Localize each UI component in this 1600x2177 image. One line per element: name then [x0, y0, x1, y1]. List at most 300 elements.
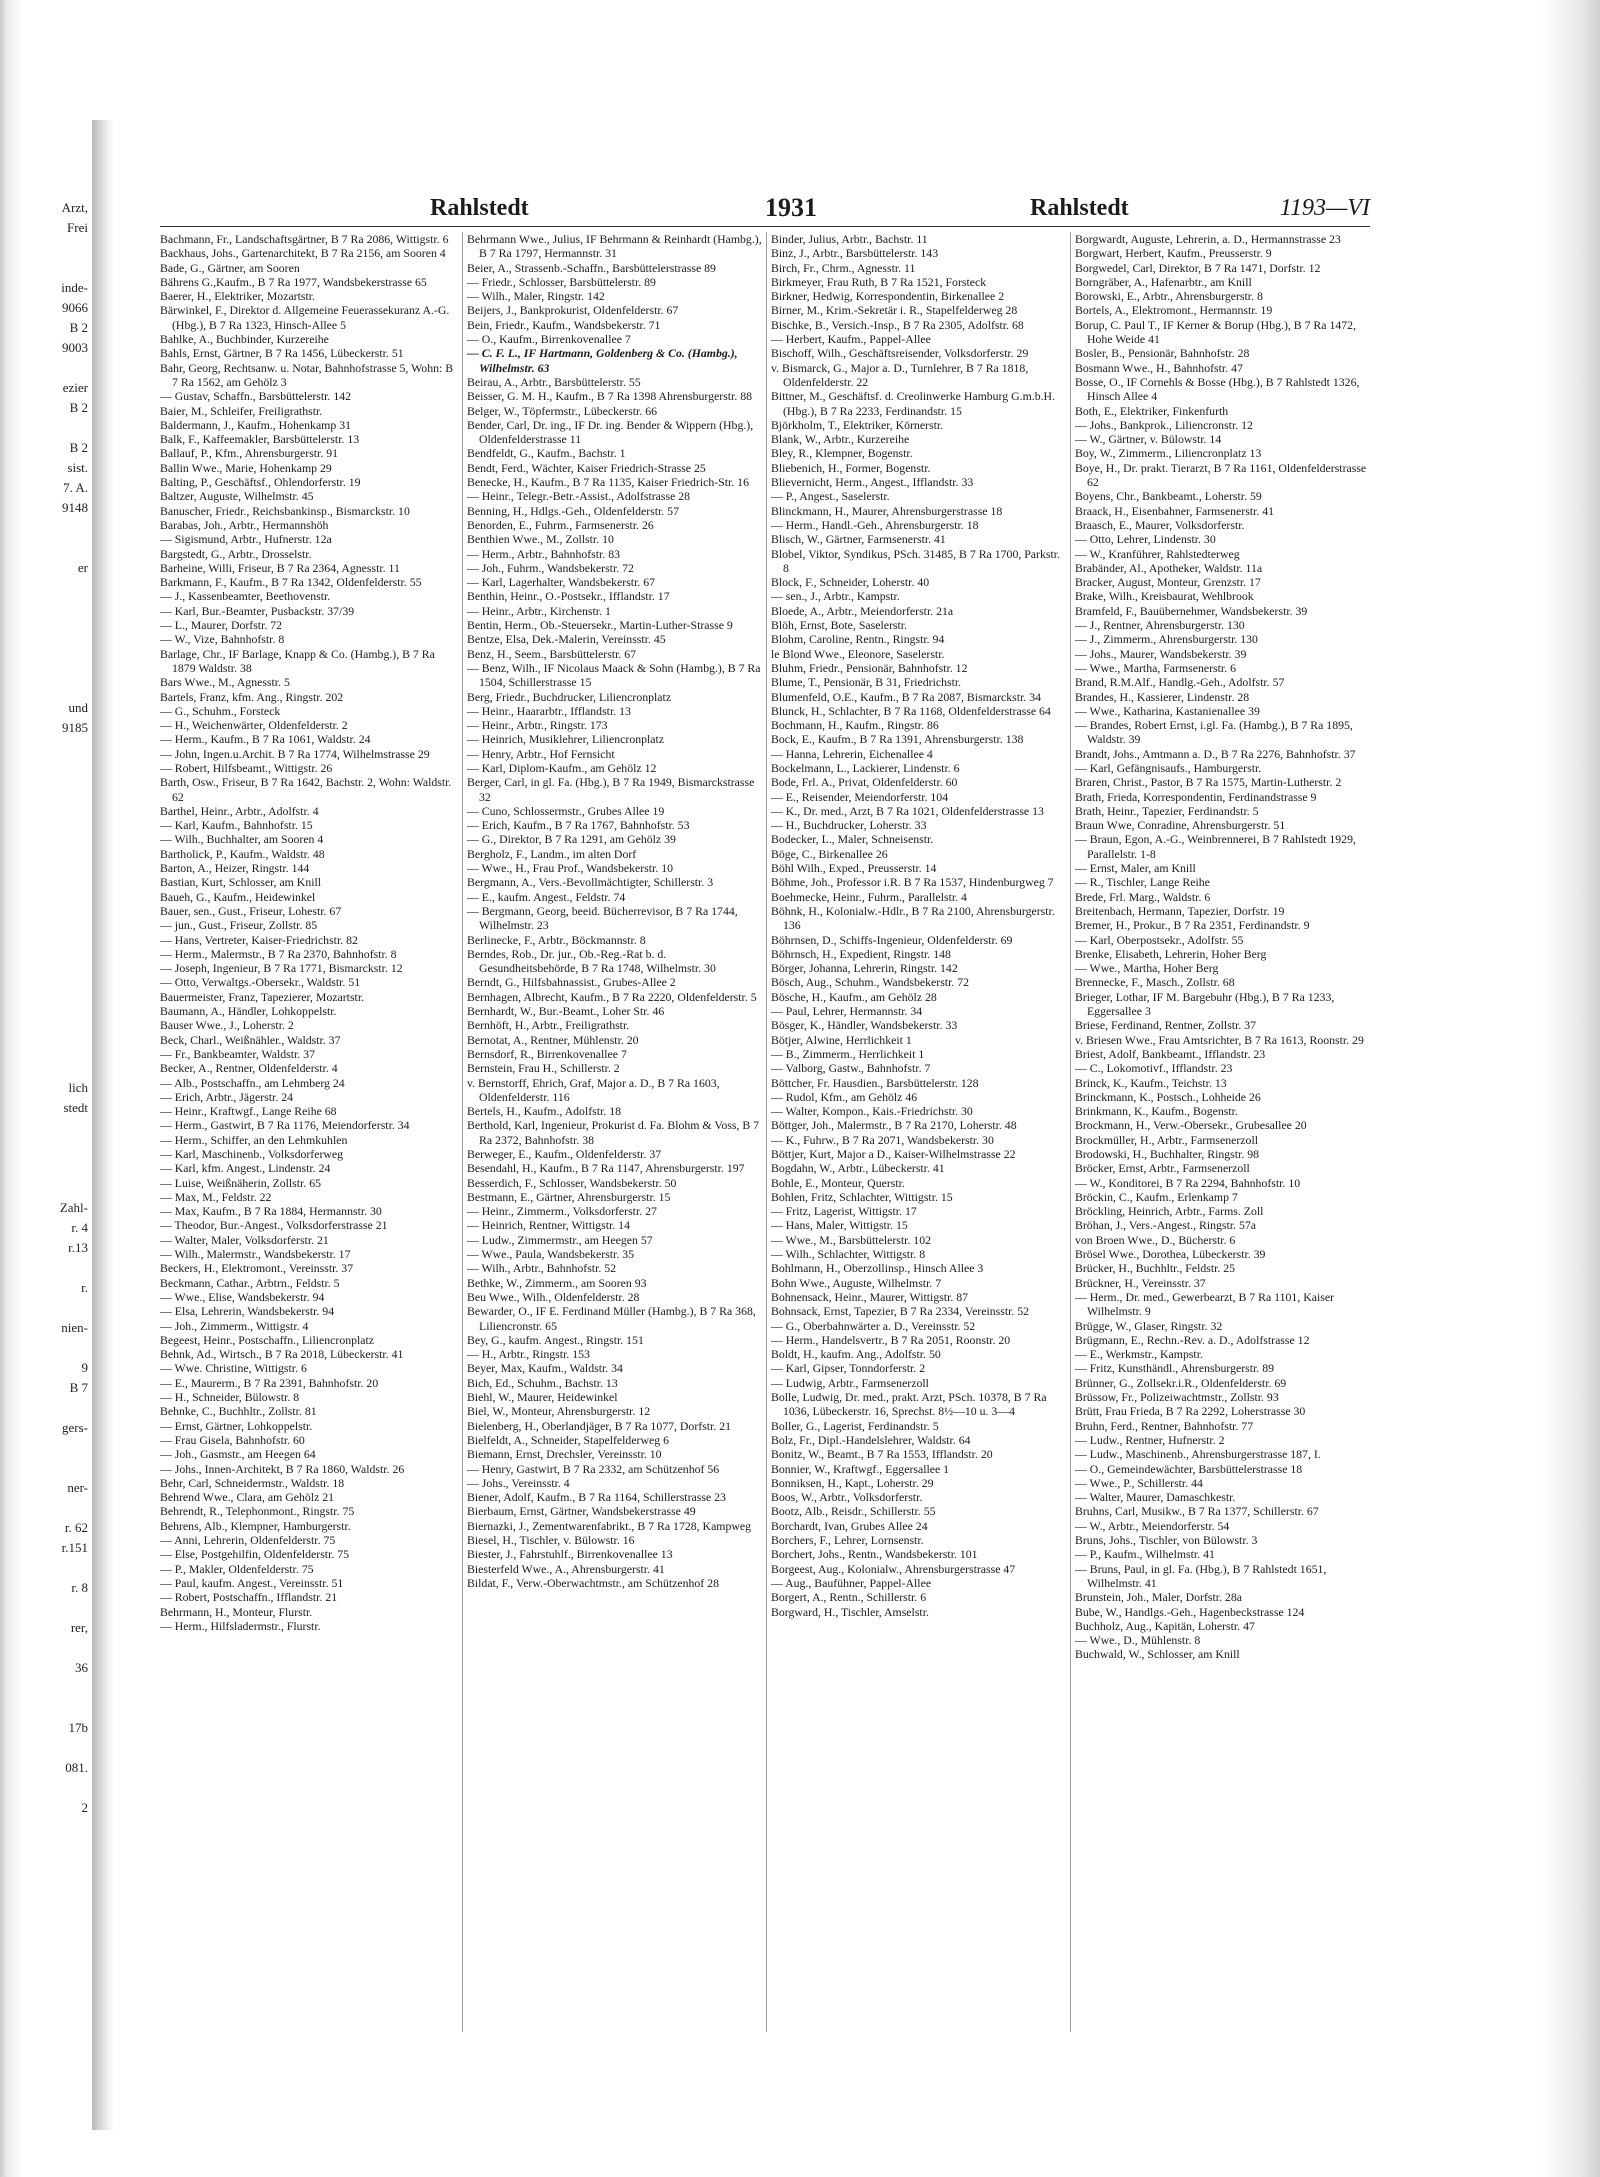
facing-page-fragment: r. 4: [71, 1220, 88, 1235]
directory-entry: Borchert, Johs., Rentn., Wandsbekerstr. 101: [771, 1547, 978, 1562]
directory-entry: Bonnier, W., Kraftwgf., Eggersallee 1: [771, 1461, 950, 1476]
directory-entry: Besserdich, F., Schlosser, Wandsbekerstr. 50: [467, 1175, 677, 1190]
directory-entry: — Aug., Baufühner, Pappel-Allee: [771, 1575, 932, 1590]
directory-entry: Bortels, A., Elektromont., Hermannstr. 19: [1075, 303, 1273, 318]
directory-entry: — Brandes, Robert Ernst, i.gl. Fa. (Hambg.), B 7 Ra 1895, Waldstr. 39: [1075, 718, 1353, 747]
directory-entry: Ballauf, P., Kfm., Ahrensburgerstr. 91: [160, 446, 339, 461]
directory-entry: — P., Makler, Oldenfelderstr. 75: [160, 1561, 314, 1576]
facing-page-fragment: lich: [68, 1080, 88, 1095]
facing-page-fragment: sist.: [67, 460, 88, 475]
facing-page-fragment: 36: [75, 1660, 88, 1675]
directory-entry: Balting, P., Geschäftsf., Ohlendorferstr. 19: [160, 475, 361, 490]
directory-entry: — Wilh., Malermstr., Wandsbekerstr. 17: [160, 1247, 351, 1262]
directory-entry: Bloede, A., Arbtr., Meiendorferstr. 21a: [771, 603, 954, 618]
directory-entry: Backhaus, Johs., Gartenarchitekt, B 7 Ra 2156, am Sooren 4: [160, 246, 446, 261]
directory-entry: Biesterfeld Wwe., A., Ahrensburgerstr. 41: [467, 1561, 665, 1576]
facing-page-fragment: 081.: [65, 1760, 88, 1775]
directory-entry: Blisch, W., Gärtner, Farmsenerstr. 41: [771, 532, 946, 547]
directory-entry: — Anni, Lehrerin, Oldenfelderstr. 75: [160, 1533, 336, 1548]
directory-entry: Baltzer, Auguste, Wilhelmstr. 45: [160, 489, 314, 504]
directory-entry: Bachmann, Fr., Landschaftsgärtner, B 7 Ra 2086, Wittigstr. 6: [160, 232, 449, 246]
directory-entry: Braren, Christ., Pastor, B 7 Ra 1575, Martin-Lutherstr. 2: [1075, 775, 1342, 790]
directory-entry: Bohlmann, H., Oberzollinsp., Hinsch Allee 3: [771, 1261, 984, 1276]
directory-entry: Brandt, Johs., Amtmann a. D., B 7 Ra 2276, Bahnhofstr. 37: [1075, 746, 1356, 761]
directory-entry: Böhrnsch, H., Expedient, Ringstr. 148: [771, 946, 951, 961]
directory-entry: Barton, A., Heizer, Ringstr. 144: [160, 861, 310, 876]
directory-entry: — sen., J., Arbtr., Kampstr.: [771, 589, 900, 604]
directory-entry: Blohm, Caroline, Rentn., Ringstr. 94: [771, 632, 945, 647]
directory-entry: Balk, F., Kaffeemakler, Barsbüttelerstr. 13: [160, 432, 360, 447]
directory-entry: Bruns, Johs., Tischler, von Bülowstr. 3: [1075, 1533, 1258, 1548]
directory-entry: Bock, E., Kaufm., B 7 Ra 1391, Ahrensburgerstr. 138: [771, 732, 1024, 747]
directory-entry: Brüssow, Fr., Polizeiwachtmstr., Zollstr. 93: [1075, 1390, 1279, 1405]
directory-entry: von Broen Wwe., D., Bücherstr. 6: [1075, 1232, 1236, 1247]
directory-page: [160, 168, 1370, 2038]
directory-entry: — E., Werkmstr., Kampstr.: [1075, 1347, 1203, 1362]
directory-entry: Berweger, E., Kaufm., Oldenfelderstr. 37: [467, 1147, 662, 1161]
directory-entry: — Ernst, Gärtner, Lohkoppelstr.: [160, 1418, 313, 1433]
directory-entry: — Wwe., Martha, Farmsenerstr. 6: [1075, 660, 1236, 675]
directory-entry: Bosler, B., Pensionär, Bahnhofstr. 28: [1075, 346, 1250, 361]
directory-entry: — John, Ingen.u.Archit. B 7 Ra 1774, Wilhelmstrasse 29: [160, 746, 430, 761]
directory-entry: — Friedr., Schlosser, Barsbüttelerstr. 89: [467, 274, 656, 289]
directory-entry: Boyens, Chr., Bankbeamt., Loherstr. 59: [1075, 489, 1262, 504]
directory-entry: Binder, Julius, Arbtr., Bachstr. 11: [771, 232, 928, 246]
directory-entry: — Herm., Malermstr., B 7 Ra 2370, Bahnhofstr. 8: [160, 946, 397, 961]
directory-entry: Bendt, Ferd., Wächter, Kaiser Friedrich-Strasse 25: [467, 460, 706, 475]
facing-page-fragment: 9003: [62, 340, 88, 355]
directory-entry: — Herm., Dr. med., Gewerbearzt, B 7 Ra 1101, Kaiser Wilhelmstr. 9: [1075, 1289, 1335, 1319]
directory-entry: — jun., Gust., Friseur, Zollstr. 85: [160, 918, 318, 933]
facing-page-fragment: 9185: [62, 720, 88, 735]
facing-page-fragment: 17b: [68, 1720, 88, 1735]
page-header: [160, 186, 1370, 227]
directory-entry: — R., Tischler, Lange Reihe: [1075, 875, 1210, 890]
facing-page-fragment: inde-: [61, 280, 88, 295]
directory-entry: Biehl, W., Maurer, Heidewinkel: [467, 1390, 618, 1405]
directory-entry: Brinckmann, K., Postsch., Lohheide 26: [1075, 1089, 1261, 1104]
directory-entry: Berthold, Karl, Ingenieur, Prokurist d. Fa. Blohm & Voss, B 7 Ra 2372, Bahnhofstr. 38: [467, 1118, 760, 1147]
directory-entry: Böhl Wilh., Exped., Preusserstr. 14: [771, 861, 937, 876]
directory-entry: Bauer, sen., Gust., Friseur, Lohestr. 67: [160, 903, 342, 918]
directory-entry: Bernsdorf, R., Birrenkovenallee 7: [467, 1046, 627, 1061]
column-3: [766, 232, 1067, 2032]
directory-entry: Benz, H., Seem., Barsbüttelerstr. 67: [467, 646, 637, 661]
directory-entry: — W., Kranführer, Rahlstedterweg: [1075, 546, 1240, 561]
directory-entry: Besendahl, H., Kaufm., B 7 Ra 1147, Ahrensburgerstr. 197: [467, 1161, 745, 1176]
directory-entry: — W., Arbtr., Meiendorferstr. 54: [1075, 1518, 1230, 1533]
directory-entry: Benthin, Heinr., O.-Postsekr., Ifflandstr. 17: [467, 589, 670, 604]
directory-entry: — Wilh., Schlachter, Wittigstr. 8: [771, 1247, 926, 1262]
directory-entry: Block, F., Schneider, Loherstr. 40: [771, 575, 930, 590]
directory-entry: Bootz, Alb., Reisdr., Schillerstr. 55: [771, 1504, 936, 1519]
directory-entry: — Wwe., Paula, Wandsbekerstr. 35: [467, 1247, 635, 1262]
directory-entry: — Ernst, Maler, am Knill: [1075, 861, 1196, 876]
directory-entry: — Fritz, Lagerist, Wittigstr. 17: [771, 1204, 917, 1219]
directory-entry: Braun Wwe, Conradine, Ahrensburgerstr. 51: [1075, 818, 1286, 833]
facing-page-fragment: r. 8: [71, 1580, 88, 1595]
directory-entry: Beckmann, Cathar., Arbtrn., Feldstr. 5: [160, 1275, 340, 1290]
directory-entry: Borngräber, A., Hafenarbtr., am Knill: [1075, 274, 1252, 289]
directory-entry: Bernhardt, W., Bur.-Beamt., Loher Str. 46: [467, 1004, 665, 1019]
directory-entry: — O., Gemeindewächter, Barsbüttelerstrasse 18: [1075, 1461, 1303, 1476]
directory-entry: — Karl, Gipser, Tonndorferstr. 2: [771, 1361, 926, 1376]
directory-entry: — Joseph, Ingenieur, B 7 Ra 1771, Bismarckstr. 12: [160, 961, 403, 976]
directory-entry: Bramfeld, F., Bauübernehmer, Wandsbekerstr. 39: [1075, 603, 1308, 618]
directory-entry: Behrendt, R., Telephonmont., Ringstr. 75: [160, 1504, 355, 1519]
directory-entry: Benthien Wwe., M., Zollstr. 10: [467, 532, 614, 547]
directory-entry: — Rudol, Kfm., am Gehölz 46: [771, 1089, 918, 1104]
directory-entry: Bielenberg, H., Oberlandjäger, B 7 Ra 1077, Dorfstr. 21: [467, 1418, 732, 1433]
directory-entry: Beijers, J., Bankprokurist, Oldenfelderstr. 67: [467, 303, 679, 318]
directory-entry: — Wwe. Christine, Wittigstr. 6: [160, 1361, 307, 1376]
directory-entry: — B., Zimmerm., Herrlichkeit 1: [771, 1046, 925, 1061]
directory-entry: — Max, M., Feldstr. 22: [160, 1189, 272, 1204]
directory-entry: Bruhn, Ferd., Rentner, Bahnhofstr. 77: [1075, 1418, 1254, 1433]
directory-entry: — O., Kaufm., Birrenkovenallee 7: [467, 332, 631, 347]
directory-entry: Birkner, Hedwig, Korrespondentin, Birkenallee 2: [771, 289, 1005, 304]
facing-page-fragment: B 2: [69, 320, 88, 335]
directory-entry: Bertels, H., Kaufm., Adolfstr. 18: [467, 1104, 621, 1119]
directory-entry: Brücker, H., Buchhltr., Feldstr. 25: [1075, 1261, 1236, 1276]
directory-entry: — H., Arbtr., Ringstr. 153: [467, 1347, 590, 1362]
directory-entry: Beisser, G. M. H., Kaufm., B 7 Ra 1398 Ahrensburgerstr. 88: [467, 389, 753, 404]
directory-entry: Blunck, H., Schlachter, B 7 Ra 1168, Oldenfelderstrasse 64: [771, 703, 1051, 718]
directory-entry: Bey, G., kaufm. Angest., Ringstr. 151: [467, 1332, 644, 1347]
directory-entry: — Cuno, Schlossermstr., Grubes Allee 19: [467, 803, 665, 818]
directory-entry: — Wilh., Buchhalter, am Sooren 4: [160, 832, 324, 847]
directory-entry: Borchardt, Ivan, Grubes Allee 24: [771, 1518, 928, 1533]
directory-entry: — Karl, Oberpostsekr., Adolfstr. 55: [1075, 932, 1244, 947]
directory-entry: — Wwe., Elise, Wandsbekerstr. 94: [160, 1289, 325, 1304]
directory-entry: — Otto, Verwaltgs.-Obersekr., Waldstr. 51: [160, 975, 361, 990]
directory-entry: Baerer, H., Elektriker, Mozartstr.: [160, 289, 315, 304]
directory-entry: Brütt, Frau Frieda, B 7 Ra 2292, Loherstrasse 30: [1075, 1404, 1306, 1419]
directory-entry: Beu Wwe., Wilh., Oldenfelderstr. 28: [467, 1289, 640, 1304]
directory-entry: Birch, Fr., Chrm., Agnesstr. 11: [771, 260, 916, 275]
directory-entry: — G., Schuhm., Forsteck: [160, 703, 281, 718]
directory-entry: Bröcker, Ernst, Arbtr., Farmsenerzoll: [1075, 1161, 1250, 1176]
directory-entry: Berlinecke, F., Arbtr., Böckmannstr. 8: [467, 932, 646, 947]
directory-entry: Bauermeister, Franz, Tapezierer, Mozartstr.: [160, 989, 365, 1004]
directory-entry: — Heinrich, Musiklehrer, Liliencronplatz: [467, 732, 665, 747]
directory-entry: Bein, Friedr., Kaufm., Wandsbekerstr. 71: [467, 317, 661, 332]
directory-entry: Bröckin, C., Kaufm., Erlenkamp 7: [1075, 1189, 1238, 1204]
directory-entry: Begeest, Heinr., Postschaffn., Liliencronplatz: [160, 1332, 375, 1347]
directory-entry: — Heinr., Haararbtr., Ifflandstr. 13: [467, 703, 631, 718]
directory-entry: — Gustav, Schaffn., Barsbüttelerstr. 142: [160, 389, 352, 404]
facing-page-fragment: er: [77, 560, 88, 575]
directory-entry: Belger, W., Töpfermstr., Lübeckerstr. 66: [467, 403, 657, 418]
directory-entry: Bartels, Franz, kfm. Ang., Ringstr. 202: [160, 689, 344, 704]
directory-entry: Buchholz, Aug., Kapitän, Loherstr. 47: [1075, 1618, 1255, 1633]
facing-page-fragment: gers-: [62, 1420, 88, 1435]
directory-entry: — Theodor, Bur.-Angest., Volksdorferstrasse 21: [160, 1218, 388, 1233]
directory-entry: — Else, Postgehilfin, Oldenfelderstr. 75: [160, 1547, 350, 1562]
directory-entry: — H., Weichenwärter, Oldenfelderstr. 2: [160, 718, 348, 733]
directory-entry: — H., Schneider, Bülowstr. 8: [160, 1390, 300, 1405]
directory-entry: v. Bismarck, G., Major a. D., Turnlehrer, B 7 Ra 1818, Oldenfelderstr. 22: [771, 360, 1029, 389]
facing-page-fragment: 2: [81, 1800, 88, 1815]
running-head-right: Rahlstedt: [1030, 195, 1129, 221]
running-head-left: Rahlstedt: [430, 195, 529, 221]
year-heading: 1931: [765, 193, 817, 222]
directory-entry: Bittner, M., Geschäftsf. d. Creolinwerke Hamburg G.m.b.H. (Hbg.), B 7 Ra 2233, Ferdinandstr. 15: [771, 389, 1056, 418]
directory-entry: Bonitz, W., Beamt., B 7 Ra 1553, Ifflandstr. 20: [771, 1447, 993, 1462]
directory-entry: Behnke, C., Buchhltr., Zollstr. 81: [160, 1404, 317, 1419]
directory-entry: Brinkmann, K., Kaufm., Bogenstr.: [1075, 1104, 1238, 1119]
directory-entry: — C. F. L., IF Hartmann, Goldenberg & Co. (Hambg.), Wilhelmstr. 63: [467, 346, 738, 375]
directory-entry: Bösch, Aug., Schuhm., Wandsbekerstr. 72: [771, 975, 970, 990]
directory-entry: — K., Fuhrw., B 7 Ra 2071, Wandsbekerstr. 30: [771, 1132, 994, 1147]
directory-entry: — Erich, Kaufm., B 7 Ra 1767, Bahnhofstr. 53: [467, 818, 690, 833]
directory-entry: Braack, H., Eisenbahner, Farmsenerstr. 41: [1075, 503, 1275, 518]
directory-entry: Boehmecke, Heinr., Fuhrm., Parallelstr. 4: [771, 889, 967, 904]
directory-entry: Benorden, E., Fuhrm., Farmsenerstr. 26: [467, 517, 654, 532]
directory-entry: — L., Maurer, Dorfstr. 72: [160, 618, 283, 633]
directory-entry: Bolz, Fr., Dipl.-Handelslehrer, Waldstr. 64: [771, 1432, 971, 1447]
directory-entry: Biester, J., Fahrstuhlf., Birrenkovenallee 13: [467, 1547, 673, 1562]
directory-entry: Bastian, Kurt, Schlosser, am Knill: [160, 875, 322, 890]
directory-entry: Böttger, Joh., Malermstr., B 7 Ra 2170, Loherstr. 48: [771, 1118, 1017, 1133]
directory-entry: — Karl, Gefängnisaufs., Hamburgerstr.: [1075, 760, 1262, 775]
directory-entry: Böttcher, Fr. Hausdien., Barsbüttelerstr. 128: [771, 1075, 979, 1090]
directory-entry: Borchers, F., Lehrer, Lornsenstr.: [771, 1533, 924, 1548]
directory-entry: Bötjer, Alwine, Herrlichkeit 1: [771, 1032, 912, 1047]
directory-entry: — Joh., Zimmerm., Wittigstr. 4: [160, 1318, 309, 1333]
column-1: [160, 232, 456, 2032]
directory-entry: — K., Dr. med., Arzt, B 7 Ra 1021, Oldenfelderstrasse 13: [771, 803, 1044, 818]
directory-entry: Bohn Wwe., Auguste, Wilhelmstr. 7: [771, 1275, 942, 1290]
directory-entry: Bergholz, F., Landm., im alten Dorf: [467, 846, 637, 861]
directory-entry: — Elsa, Lehrerin, Wandsbekerstr. 94: [160, 1304, 335, 1319]
directory-entry: Böhrnsen, D., Schiffs-Ingenieur, Oldenfelderstr. 69: [771, 932, 1013, 947]
directory-entry: Bohle, E., Monteur, Querstr.: [771, 1175, 905, 1190]
directory-entry: Braasch, E., Maurer, Volksdorferstr.: [1075, 517, 1245, 532]
directory-entry: Bethke, W., Zimmerm., am Sooren 93: [467, 1275, 647, 1290]
directory-entry: Barlage, Chr., IF Barlage, Knapp & Co. (Hambg.), B 7 Ra 1879 Waldstr. 38: [160, 646, 435, 675]
directory-entry: Berndt, G., Hilfsbahnassist., Grubes-Allee 2: [467, 975, 676, 990]
facing-page-fragment: 9148: [62, 500, 88, 515]
directory-entry: Blievernicht, Herm., Angest., Ifflandstr. 33: [771, 475, 974, 490]
directory-entry: Bosse, O., IF Cornehls & Bosse (Hbg.), B 7 Rahlstedt 1326, Hinsch Allee 4: [1075, 374, 1360, 404]
directory-entry: Beck, Charl., Weißnähler., Waldstr. 37: [160, 1032, 341, 1047]
directory-entry: — H., Buchdrucker, Loherstr. 33: [771, 818, 927, 833]
directory-entry: — Fr., Bankbeamter, Waldstr. 37: [160, 1046, 315, 1061]
directory-entry: Bernhagen, Albrecht, Kaufm., B 7 Ra 2220, Oldenfelderstr. 5: [467, 989, 757, 1004]
directory-entry: — Wwe., Martha, Hoher Berg: [1075, 961, 1219, 976]
directory-entry: Böttjer, Kurt, Major a D., Kaiser-Wilhelmstrasse 22: [771, 1147, 1016, 1161]
directory-entry: Borgert, A., Rentn., Schillerstr. 6: [771, 1590, 927, 1605]
directory-entry: — Valborg, Gastw., Bahnhofstr. 7: [771, 1061, 931, 1076]
facing-page-fragment: Frei: [67, 220, 88, 235]
directory-entry: Barabas, Joh., Arbtr., Hermannshöh: [160, 517, 329, 532]
directory-entry: Brösel Wwe., Dorothea, Lübeckerstr. 39: [1075, 1247, 1266, 1262]
directory-entry: Blobel, Viktor, Syndikus, PSch. 31485, B 7 Ra 1700, Parkstr. 8: [771, 546, 1060, 575]
directory-entry: — Ludw., Zimmermstr., am Heegen 57: [467, 1232, 653, 1247]
directory-entry: — Wwe., P., Schillerstr. 44: [1075, 1475, 1203, 1490]
directory-entry: — Robert, Postschaffn., Ifflandstr. 21: [160, 1590, 338, 1605]
directory-entry: — Johs., Maurer, Wandsbekerstr. 39: [1075, 646, 1247, 661]
directory-entry: Bracker, August, Monteur, Grenzstr. 17: [1075, 575, 1261, 590]
directory-entry: Baier, M., Schleifer, Freiligrathstr.: [160, 403, 323, 418]
directory-entry: — Wwe., Katharina, Kastanienallee 39: [1075, 703, 1260, 718]
directory-entry: — Walter, Maler, Volksdorferstr. 21: [160, 1232, 329, 1247]
directory-entry: — Ludw., Maschinenb., Ahrensburgerstrasse 187, I.: [1075, 1447, 1321, 1462]
directory-entry: Boller, G., Lagerist, Ferdinandstr. 5: [771, 1418, 939, 1433]
directory-entry: Bender, Carl, Dr. ing., IF Dr. ing. Bender & Wippern (Hbg.), Oldenfelderstrasse 11: [467, 417, 754, 447]
directory-entry: — Braun, Egon, A.-G., Weinbrennerei, B 7 Rahlstedt 1929, Parallelstr. 1-8: [1075, 832, 1356, 861]
directory-entry: Bahr, Georg, Rechtsanw. u. Notar, Bahnhofstrasse 5, Wohn: B 7 Ra 1562, am Gehölz 3: [160, 360, 454, 389]
directory-entry: Brunstein, Joh., Maler, Dorfstr. 28a: [1075, 1590, 1242, 1605]
directory-entry: Bernotat, A., Rentner, Mühlenstr. 20: [467, 1032, 639, 1047]
directory-entry: — Karl, kfm. Angest., Lindenstr. 24: [160, 1161, 331, 1176]
directory-entry: Bley, R., Klempner, Bogenstr.: [771, 446, 913, 461]
directory-entry: Beckers, H., Elektromont., Vereinsstr. 37: [160, 1261, 354, 1276]
directory-entry: Bernhöft, H., Arbtr., Freiligrathstr.: [467, 1018, 630, 1033]
directory-entry: — E., Maurerm., B 7 Ra 2391, Bahnhofstr. 20: [160, 1375, 379, 1390]
directory-entry: Blank, W., Arbtr., Kurzereihe: [771, 432, 910, 447]
directory-entry: — Sigismund, Arbtr., Hufnerstr. 12a: [160, 532, 332, 547]
facing-page-fragment: r.13: [68, 1240, 88, 1255]
facing-page-fragment: 7. A.: [63, 480, 88, 495]
directory-entry: — Karl, Kaufm., Bahnhofstr. 15: [160, 818, 313, 833]
directory-entry: Benning, H., Hdlgs.-Geh., Oldenfelderstr. 57: [467, 503, 679, 518]
directory-entry: — Henry, Gastwirt, B 7 Ra 2332, am Schützenhof 56: [467, 1461, 720, 1476]
facing-page-fragment: stedt: [63, 1100, 88, 1115]
facing-page-fragment: rer,: [70, 1620, 88, 1635]
page-number: 1193—VI: [1279, 195, 1370, 221]
directory-entry: — Herm., Hilfsladermstr., Flurstr.: [160, 1618, 321, 1633]
directory-entry: Bentin, Herm., Ob.-Steuersekr., Martin-Luther-Strasse 9: [467, 618, 733, 633]
directory-entry: — Paul, Lehrer, Hermannstr. 34: [771, 1004, 923, 1019]
directory-entry: — Wwe., D., Mühlenstr. 8: [1075, 1633, 1201, 1648]
directory-entry: Böge, C., Birkenallee 26: [771, 846, 888, 861]
directory-entry: Bube, W., Handlgs.-Geh., Hagenbeckstrasse 124: [1075, 1604, 1305, 1619]
directory-entry: Bode, Frl. A., Privat, Oldenfelderstr. 60: [771, 775, 958, 790]
directory-entry: Baumann, A., Händler, Lohkoppelstr.: [160, 1004, 337, 1019]
directory-entry: Binz, J., Arbtr., Barsbüttelerstr. 143: [771, 246, 939, 261]
directory-entry: — C., Lokomotivf., Ifflandstr. 23: [1075, 1061, 1233, 1076]
directory-entry: Bröhan, J., Vers.-Angest., Ringstr. 57a: [1075, 1218, 1256, 1233]
directory-entry: — Johs., Innen-Architekt, B 7 Ra 1860, Waldstr. 26: [160, 1461, 405, 1476]
directory-entry: Boye, H., Dr. prakt. Tierarzt, B 7 Ra 1161, Oldenfelderstrasse 62: [1075, 460, 1367, 490]
directory-entry: Bartholick, P., Kaufm., Waldstr. 48: [160, 846, 325, 861]
facing-page-fragment: B 7: [69, 1380, 88, 1395]
directory-entry: Borowski, E., Arbtr., Ahrensburgerstr. 8: [1075, 289, 1263, 304]
directory-entry: Bosmann Wwe., H., Bahnhofstr. 47: [1075, 360, 1243, 375]
directory-entry: — Herm., Kaufm., B 7 Ra 1061, Waldstr. 24: [160, 732, 371, 747]
directory-entry: Brodowski, H., Buchhalter, Ringstr. 98: [1075, 1147, 1260, 1161]
book-gutter-shadow: [92, 120, 114, 2130]
directory-entry: Brabänder, Al., Apotheker, Waldstr. 11a: [1075, 560, 1263, 575]
directory-entry: Behnk, Ad., Wirtsch., B 7 Ra 2018, Lübeckerstr. 41: [160, 1347, 404, 1362]
directory-entry: Brake, Wilh., Kreisbaurat, Wehlbrook: [1075, 589, 1254, 604]
directory-entry: Biesel, H., Tischler, v. Bülowstr. 16: [467, 1533, 635, 1548]
directory-entry: Bärwinkel, F., Direktor d. Allgemeine Feuerassekuranz A.-G. (Hbg.), B 7 Ra 1323, Hinsch-Allee 5: [160, 303, 450, 332]
directory-entry: — Paul, kaufm. Angest., Vereinsstr. 51: [160, 1575, 344, 1590]
directory-entry: — Max, Kaufm., B 7 Ra 1884, Hermannstr. 30: [160, 1204, 382, 1219]
directory-entry: Bierbaum, Ernst, Gärtner, Wandsbekerstrasse 49: [467, 1504, 696, 1519]
directory-entry: — Robert, Hilfsbeamt., Wittigstr. 26: [160, 760, 333, 775]
directory-entry: v. Briesen Wwe., Frau Amtsrichter, B 7 Ra 1613, Roonstr. 29: [1075, 1032, 1364, 1047]
directory-entry: — Luise, Weißnäherin, Zollstr. 65: [160, 1175, 322, 1190]
directory-entry: Birner, M., Krim.-Sekretär i. R., Stapelfelderweg 28: [771, 303, 1018, 318]
facing-page-fragment: Zahl-: [59, 1200, 88, 1215]
directory-entry: Beirau, A., Arbtr., Barsbüttelerstr. 55: [467, 374, 641, 389]
directory-entry: Brügge, W., Glaser, Ringstr. 32: [1075, 1318, 1223, 1333]
directory-entry: Borup, C. Paul T., IF Kerner & Borup (Hbg.), B 7 Ra 1472, Hohe Weide 41: [1075, 317, 1357, 347]
directory-entry: — Otto, Lehrer, Lindenstr. 30: [1075, 532, 1216, 547]
directory-columns: [160, 232, 1370, 2032]
directory-entry: Baueh, G., Kaufm., Heidewinkel: [160, 889, 316, 904]
directory-entry: Buchwald, W., Schlosser, am Knill: [1075, 1647, 1240, 1662]
facing-page-fragment: ezier: [62, 380, 88, 395]
directory-entry: Bonniksen, H., Kapt., Loherstr. 29: [771, 1475, 934, 1490]
directory-entry: — Hanna, Lehrerin, Eichenallee 4: [771, 746, 933, 761]
directory-entry: le Blond Wwe., Eleonore, Saselerstr.: [771, 646, 945, 661]
directory-entry: — Alb., Postschaffn., am Lehmberg 24: [160, 1075, 345, 1090]
directory-entry: Brinck, K., Kaufm., Teichstr. 13: [1075, 1075, 1227, 1090]
facing-page-fragment: ner-: [67, 1480, 88, 1495]
directory-entry: Bruhns, Carl, Musikw., B 7 Ra 1377, Schillerstr. 67: [1075, 1504, 1319, 1519]
directory-entry: Bohlen, Fritz, Schlachter, Wittigstr. 15: [771, 1189, 953, 1204]
directory-entry: — Heinr., Arbtr., Kirchenstr. 1: [467, 603, 611, 618]
directory-entry: Both, E., Elektriker, Finkenfurth: [1075, 403, 1229, 418]
directory-entry: — Heinr., Kraftwgf., Lange Reihe 68: [160, 1104, 337, 1119]
directory-entry: — Benz, Wilh., IF Nicolaus Maack & Sohn (Hambg.), B 7 Ra 1504, Schillerstrasse 15: [467, 660, 761, 690]
directory-entry: Bischke, B., Versich.-Insp., B 7 Ra 2305, Adolfstr. 68: [771, 317, 1024, 332]
facing-page-fragment: Arzt,: [61, 200, 88, 215]
directory-entry: — Joh., Gasmstr., am Heegen 64: [160, 1447, 316, 1462]
directory-entry: Biemann, Ernst, Drechsler, Vereinsstr. 10: [467, 1447, 662, 1462]
directory-entry: — Walter, Maurer, Damaschkestr.: [1075, 1490, 1236, 1505]
directory-entry: Bösche, H., Kaufm., am Gehölz 28: [771, 989, 937, 1004]
directory-entry: Bösger, K., Händler, Wandsbekerstr. 33: [771, 1018, 958, 1033]
directory-entry: Borgwart, Herbert, Kaufm., Preusserstr. 9: [1075, 246, 1272, 261]
directory-entry: — Heinr., Arbtr., Ringstr. 173: [467, 718, 608, 733]
directory-entry: Barkmann, F., Kaufm., B 7 Ra 1342, Oldenfelderstr. 55: [160, 575, 422, 590]
directory-entry: Bahls, Ernst, Gärtner, B 7 Ra 1456, Lübeckerstr. 51: [160, 346, 404, 361]
directory-entry: Borgward, H., Tischler, Amselstr.: [771, 1604, 929, 1619]
directory-entry: — E., kaufm. Angest., Feldstr. 74: [467, 889, 626, 904]
directory-entry: Brath, Frieda, Korrespondentin, Ferdinandstrasse 9: [1075, 789, 1317, 804]
directory-entry: Biernazki, J., Zementwarenfabrikt., B 7 Ra 1728, Kampweg: [467, 1518, 752, 1533]
directory-entry: Böhnk, H., Kolonialw.-Hdlr., B 7 Ra 2100, Ahrensburgerstr. 136: [771, 903, 1055, 933]
directory-entry: Bremer, H., Prokur., B 7 Ra 2351, Ferdinandstr. 9: [1075, 918, 1310, 933]
directory-entry: Bahlke, A., Buchbinder, Kurzereihe: [160, 332, 329, 347]
directory-entry: Bewarder, O., IF E. Ferdinand Müller (Hambg.), B 7 Ra 368, Liliencronstr. 65: [467, 1304, 756, 1333]
directory-entry: Bernstein, Frau H., Schillerstr. 2: [467, 1061, 620, 1076]
directory-entry: Bich, Ed., Schuhm., Bachstr. 13: [467, 1375, 618, 1390]
directory-entry: Ballin Wwe., Marie, Hohenkamp 29: [160, 460, 332, 475]
directory-entry: Bohnsack, Ernst, Tapezier, B 7 Ra 2334, Vereinsstr. 52: [771, 1304, 1030, 1319]
directory-entry: Bauser Wwe., J., Loherstr. 2: [160, 1018, 294, 1033]
directory-entry: Bochmann, H., Kaufm., Ringstr. 86: [771, 718, 939, 733]
directory-entry: Bade, G., Gärtner, am Sooren: [160, 260, 300, 275]
directory-entry: — Karl, Maschinenb., Volksdorferweg: [160, 1147, 344, 1161]
directory-entry: — Ludwig, Arbtr., Farmsenerzoll: [771, 1375, 929, 1390]
directory-entry: — Bruns, Paul, in gl. Fa. (Hbg.), B 7 Rahlstedt 1651, Wilhelmstr. 41: [1075, 1561, 1327, 1590]
directory-entry: Beyer, Max, Kaufm., Waldstr. 34: [467, 1361, 623, 1376]
facing-page-fragment: B 2: [69, 440, 88, 455]
directory-entry: — Herm., Handelsvertr., B 7 Ra 2051, Roonstr. 20: [771, 1332, 1011, 1347]
column-4: [1070, 232, 1371, 2032]
directory-entry: — E., Reisender, Meiendorferstr. 104: [771, 789, 949, 804]
directory-entry: Brennecke, F., Masch., Zollstr. 68: [1075, 975, 1235, 990]
directory-entry: Berg, Friedr., Buchdrucker, Liliencronplatz: [467, 689, 672, 704]
directory-entry: Bildat, F., Verw.-Oberwachtmstr., am Schützenhof 28: [467, 1575, 719, 1590]
